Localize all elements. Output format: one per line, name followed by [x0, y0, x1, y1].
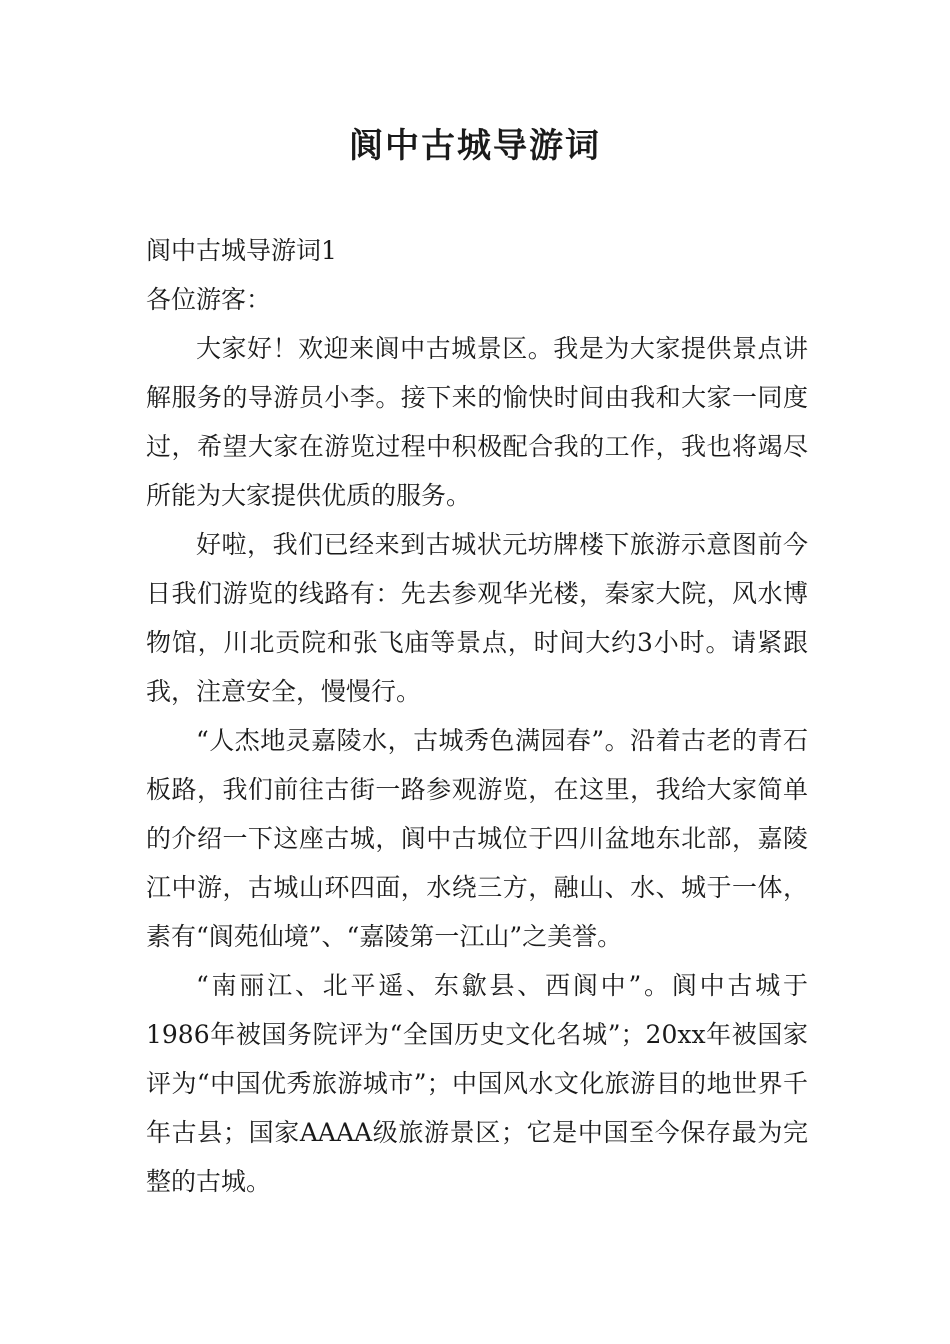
paragraph-route: 好啦，我们已经来到古城状元坊牌楼下旅游示意图前今日我们游览的线路有：先去参观华光楼，秦家大院，风水博物馆，川北贡院和张飞庙等景点，时间大约3小时。请紧跟我，注意安全，慢慢行。: [146, 530, 808, 706]
paragraph-honors: “南丽江、北平遥、东歙县、西阆中”。阆中古城于1986年被国务院评为“全国历史文化名城”；20xx年被国家评为“中国优秀旅游城市”；中国风水文化旅游目的地世界千年古县；国家AAAA级旅游景区；它是中国至今保存最为完整的古城。: [146, 971, 808, 1196]
paragraph-welcome: 大家好！欢迎来阆中古城景区。我是为大家提供景点讲解服务的导游员小李。接下来的愉快时间由我和大家一同度过，希望大家在游览过程中积极配合我的工作，我也将竭尽所能为大家提供优质的服务。: [146, 334, 808, 510]
paragraph-introduction: “人杰地灵嘉陵水，古城秀色满园春”。沿着古老的青石板路，我们前往古街一路参观游览，在这里，我给大家简单的介绍一下这座古城，阆中古城位于四川盆地东北部，嘉陵江中游，古城山环四面，水绕三方，融山、水、城于一体，素有“阆苑仙境”、“嘉陵第一江山”之美誉。: [146, 726, 808, 951]
document-body: [146, 226, 808, 1206]
salutation: 各位游客：: [146, 285, 272, 314]
document-title: 阆中古城导游词: [349, 126, 601, 166]
section-heading: 阆中古城导游词1: [146, 236, 337, 265]
